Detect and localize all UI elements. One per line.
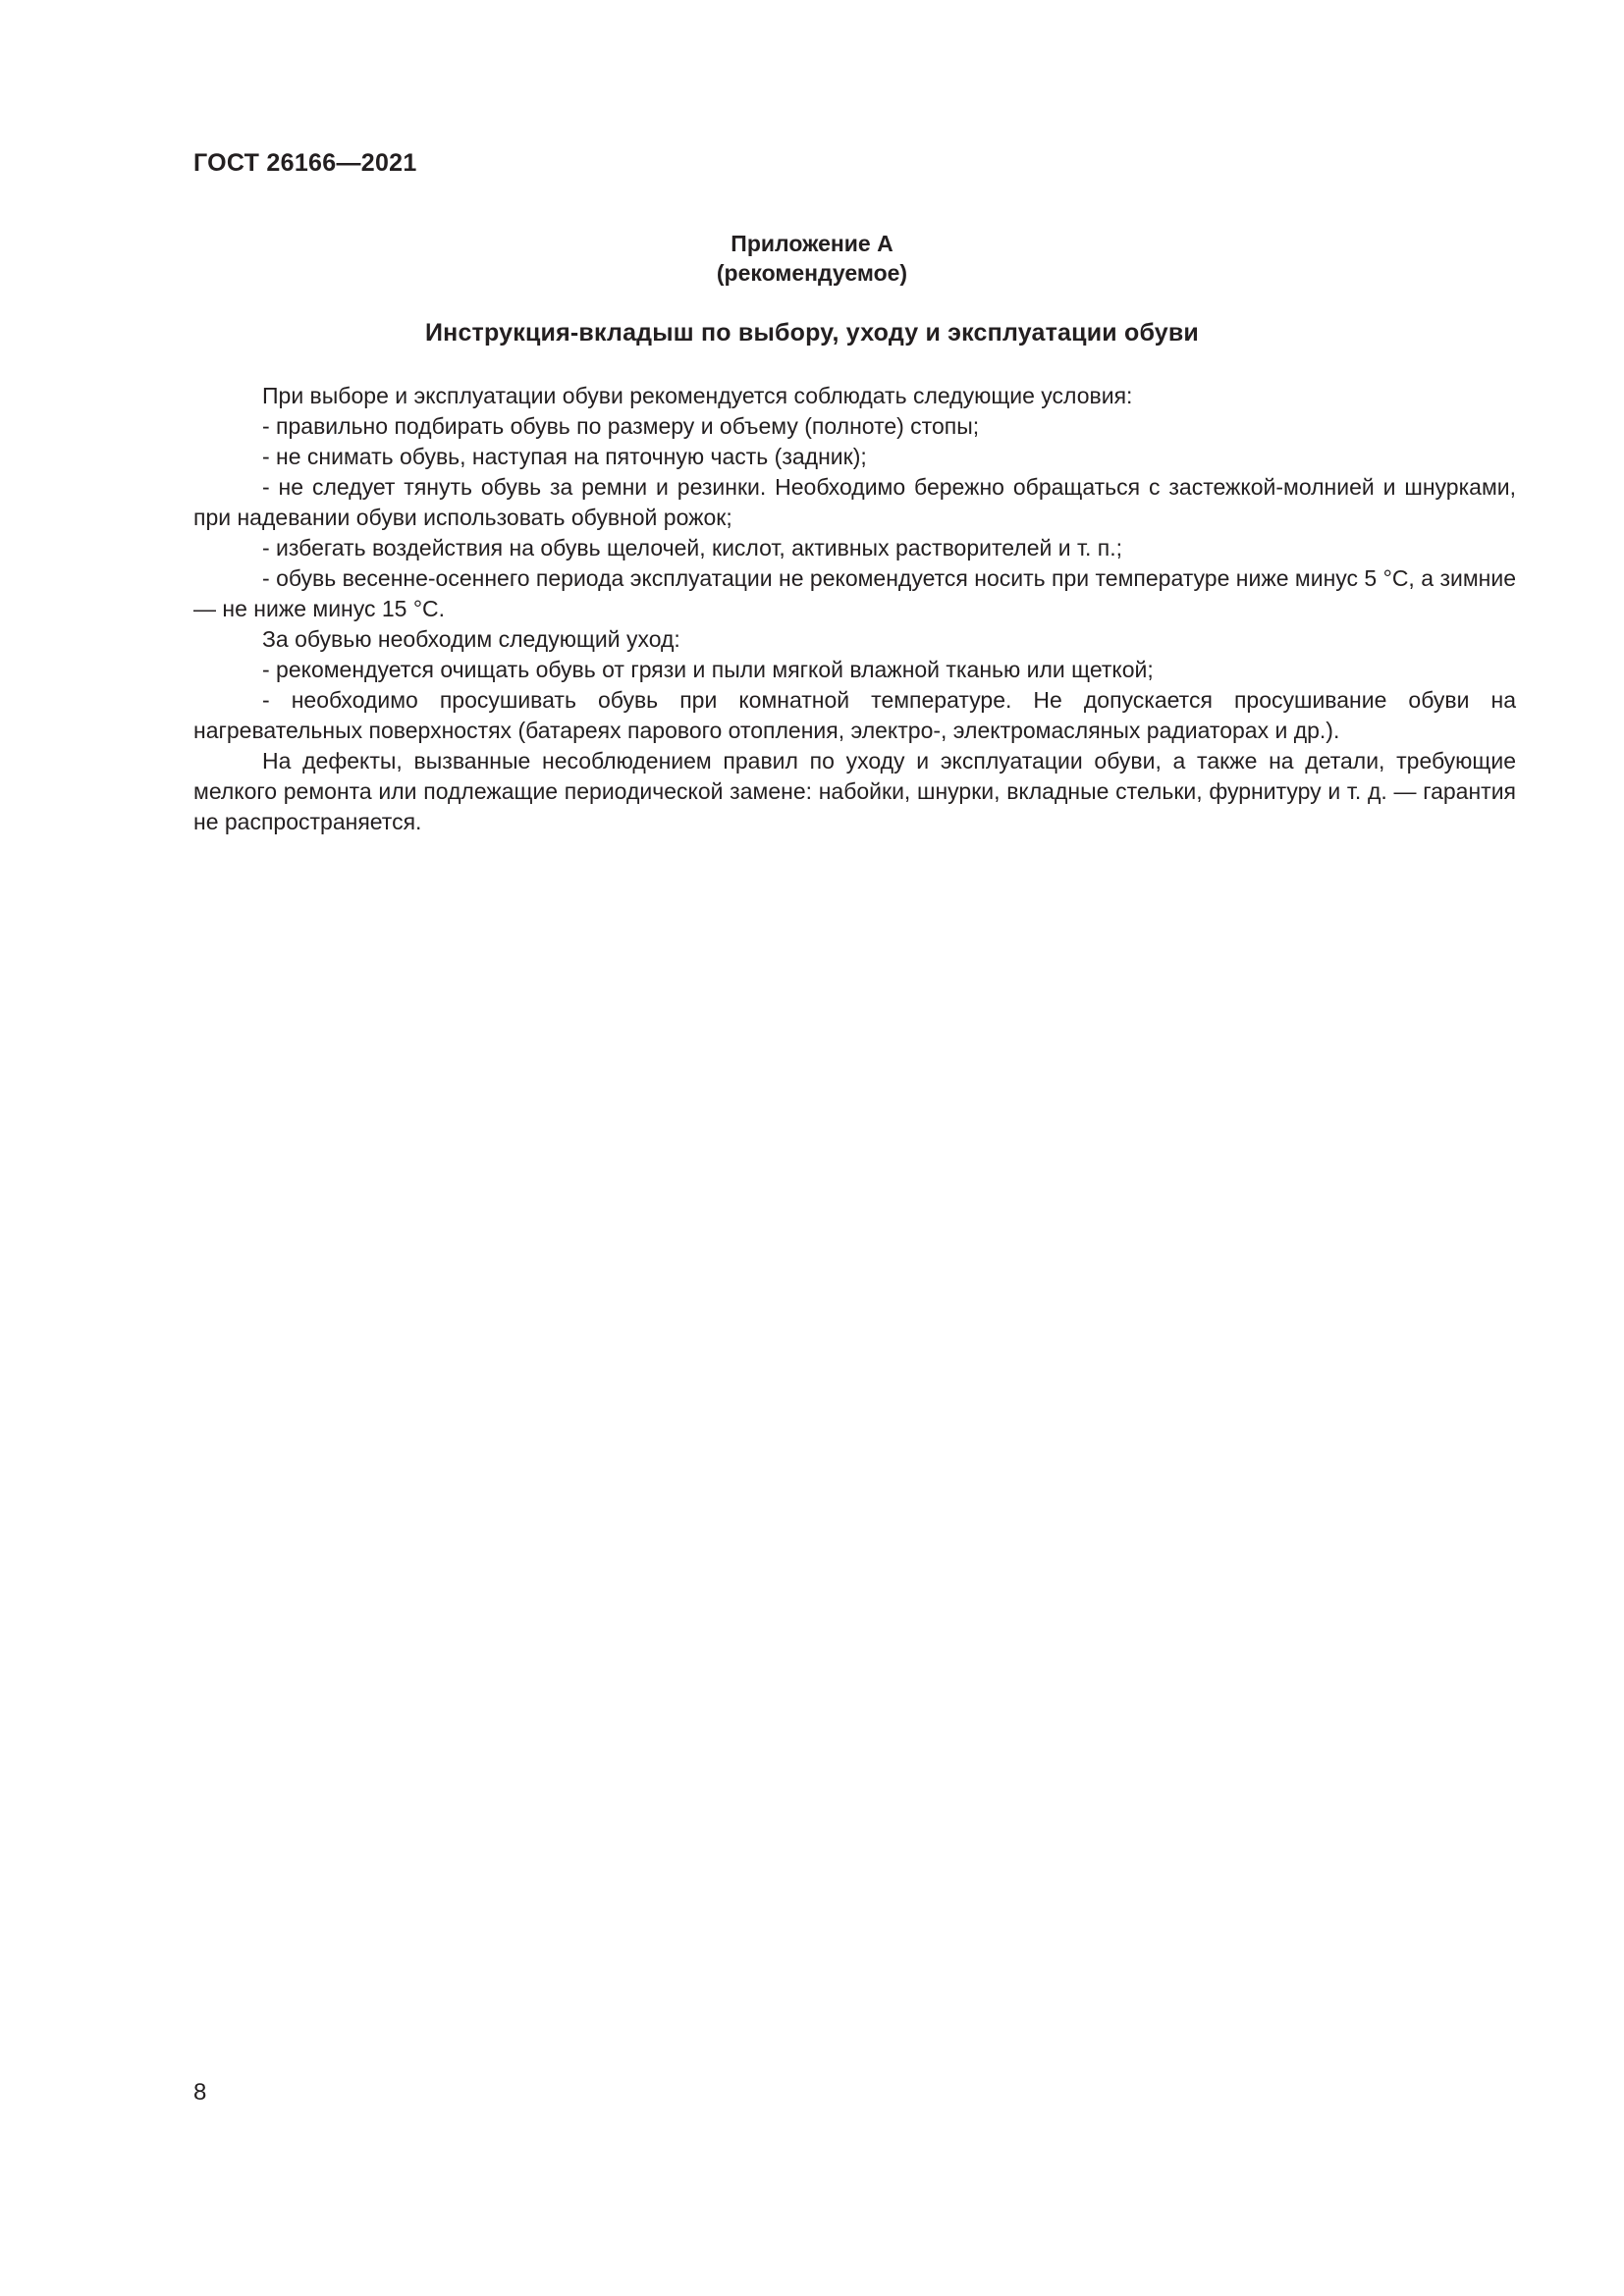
- list-item: - не снимать обувь, наступая на пяточную часть (задник);: [262, 444, 867, 469]
- appendix-status: (рекомендуемое): [716, 260, 908, 286]
- paragraph-intro: При выборе и эксплуатации обуви рекомендуется соблюдать следующие условия:: [262, 383, 1133, 408]
- paragraph-care-intro: За обувью необходим следующий уход:: [262, 626, 680, 652]
- appendix-title: Приложение А: [731, 231, 893, 256]
- paragraph-warranty: На дефекты, вызванные несоблюдением правил по уходу и эксплуатации обуви, а также на детали, требующие мелкого ремонта или подлежащие периодической замене: набойки, шнурки, вкладные стельки, фурнитуру и т. д. — гарантия не распространяется.: [193, 748, 1516, 834]
- list-item: - необходимо просушивать обувь при комнатной температуре. Не допускается просушивание обуви на нагревательных поверхностях (батареях парового отопления, электро-, электромасляных радиаторах и др.).: [193, 687, 1516, 743]
- section-heading: Инструкция-вкладыш по выбору, уходу и эксплуатации обуви: [424, 319, 1200, 347]
- list-item: - не следует тянуть обувь за ремни и резинки. Необходимо бережно обращаться с застежкой-молнией и шнурками, при надевании обуви использовать обувной рожок;: [193, 474, 1516, 530]
- body-text: [193, 381, 1516, 837]
- page-number: 8: [193, 2079, 207, 2106]
- list-item: - избегать воздействия на обувь щелочей, кислот, активных растворителей и т. п.;: [262, 535, 1122, 561]
- appendix-title-block: [0, 229, 1624, 288]
- document-code-header: ГОСТ 26166—2021: [193, 149, 417, 177]
- list-item: - рекомендуется очищать обувь от грязи и пыли мягкой влажной тканью или щеткой;: [262, 657, 1154, 682]
- list-item: - обувь весенне-осеннего периода эксплуатации не рекомендуется носить при температуре ниже минус 5 °С, а зимние — не ниже минус 15 °С.: [193, 565, 1516, 621]
- list-item: - правильно подбирать обувь по размеру и объему (полноте) стопы;: [262, 413, 980, 439]
